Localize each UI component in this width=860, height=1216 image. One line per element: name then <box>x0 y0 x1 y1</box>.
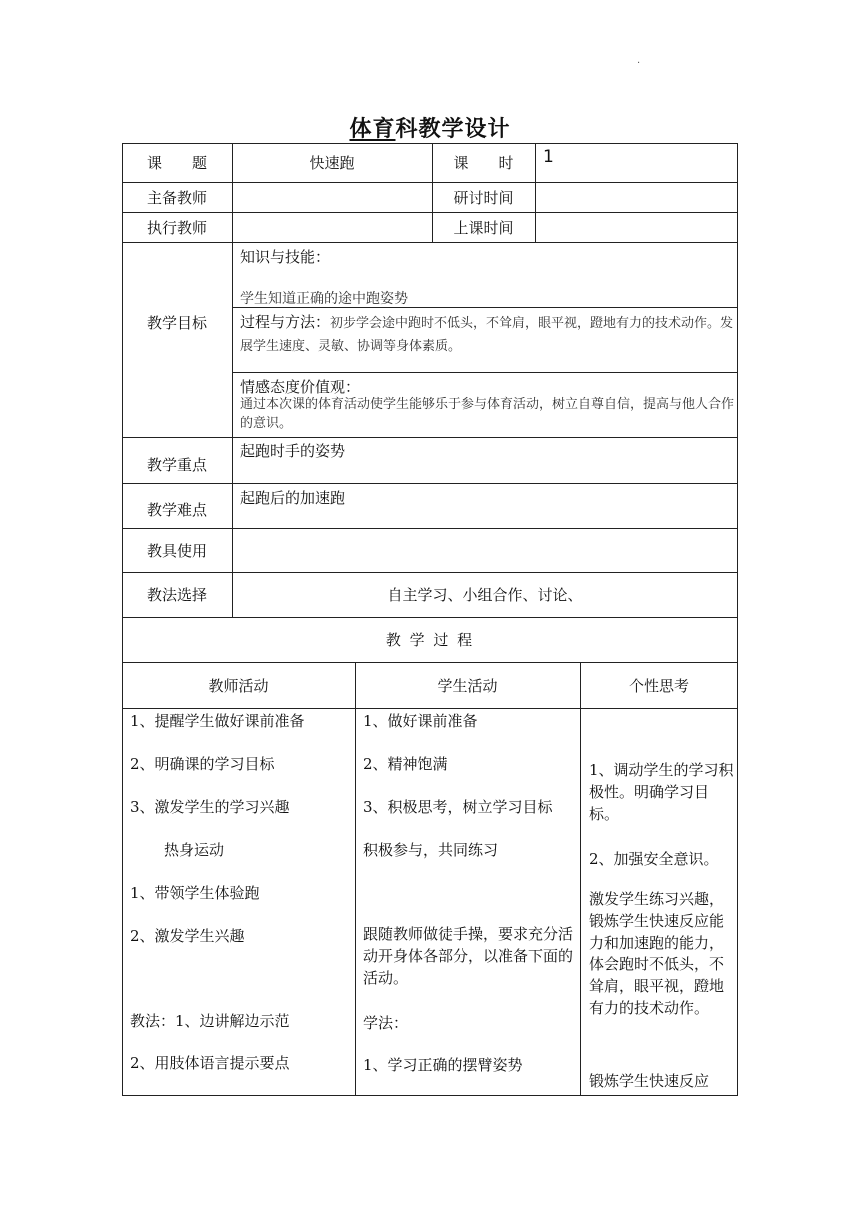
discuss-time-value <box>535 182 738 212</box>
teacher-item: 1、带领学生体验跑 <box>130 884 260 902</box>
teacher-item: 1、提醒学生做好课前准备 <box>130 712 305 730</box>
teacher-item: 2、明确课的学习目标 <box>130 755 275 773</box>
lesson-value: 快速跑 <box>309 154 355 172</box>
key-point-label: 教学重点 <box>146 455 207 474</box>
period-value: 1 <box>543 147 554 167</box>
student-item: 跟随教师做徒手操，要求充分活动开身体各部分，以准备下面的活动。 <box>363 925 574 987</box>
period-label: 课 时 <box>453 154 514 172</box>
teacher-item: 教法：1、边讲解边示范 <box>130 1012 290 1030</box>
teacher-item: 2、用肢体语言提示要点 <box>130 1054 290 1072</box>
title-rest: 科教学设计 <box>395 117 511 142</box>
student-item: 1、学习正确的摆臂姿势 <box>363 1056 523 1074</box>
col-thought-header: 个性思考 <box>628 676 689 695</box>
difficult-point-value: 起跑后的加速跑 <box>240 489 346 507</box>
class-time-label: 上课时间 <box>453 218 514 237</box>
student-item: 3、积极思考，树立学习目标 <box>363 798 553 816</box>
process-goal <box>240 311 734 356</box>
discuss-time-label: 研讨时间 <box>453 188 514 207</box>
process-heading: 教 学 过 程 <box>385 631 475 649</box>
col-student-header: 学生活动 <box>437 676 498 695</box>
student-item: 积极参与，共同练习 <box>363 841 499 859</box>
thought-item: 锻炼学生快速反应 <box>589 1072 710 1090</box>
student-item: 学法： <box>363 1014 409 1032</box>
tools-value <box>232 528 738 572</box>
class-time-value <box>535 212 738 242</box>
knowledge-text: 学生知道正确的途中跑姿势 <box>240 291 408 307</box>
title-subject: 体育 <box>349 117 396 142</box>
teacher-item: 热身运动 <box>164 841 225 859</box>
exec-teacher-value <box>232 212 432 242</box>
difficult-point-label: 教学难点 <box>146 501 207 519</box>
student-item: 2、精神饱满 <box>363 755 448 773</box>
main-teacher-value <box>232 182 432 212</box>
tools-label: 教具使用 <box>146 541 207 560</box>
teacher-item: 2、激发学生兴趣 <box>130 927 245 945</box>
thought-item: 1、调动学生的学习积极性。明确学习目标。 <box>589 761 734 823</box>
page-title <box>0 112 860 143</box>
col-teacher-header: 教师活动 <box>208 676 269 695</box>
thought-item: 2、加强安全意识。 <box>589 850 719 868</box>
main-teacher-label: 主备教师 <box>146 188 207 207</box>
knowledge-title: 知识与技能： <box>240 248 331 266</box>
exec-teacher-label: 执行教师 <box>146 218 207 237</box>
goals-label: 教学目标 <box>146 313 207 332</box>
process-goal-text: 初步学会途中跑时不低头，不耸肩，眼平视，蹬地有力的技术动作。发展学生速度、灵敏、协调等身体素质。 <box>240 316 734 354</box>
teacher-item: 3、激发学生的学习兴趣 <box>130 798 290 816</box>
lesson-label: 课 题 <box>146 154 207 172</box>
emotion-title: 情感态度价值观： <box>240 378 361 396</box>
method-label: 教法选择 <box>146 586 207 604</box>
emotion-text: 通过本次课的体育活动使学生能够乐于参与体育活动，树立自尊自信，提高与他人合作的意识。 <box>240 397 735 431</box>
process-goal-title: 过程与方法： <box>240 313 331 331</box>
thought-item: 激发学生练习兴趣，锻炼学生快速反应能力和加速跑的能力，体会跑时不低头，不耸肩，眼平视，蹬地有力的技术动作。 <box>589 890 725 1017</box>
key-point-value: 起跑时手的姿势 <box>240 442 346 460</box>
method-value: 自主学习、小组合作、讨论、 <box>387 586 583 604</box>
student-item: 1、做好课前准备 <box>363 712 478 730</box>
corner-mark: · <box>637 58 641 69</box>
